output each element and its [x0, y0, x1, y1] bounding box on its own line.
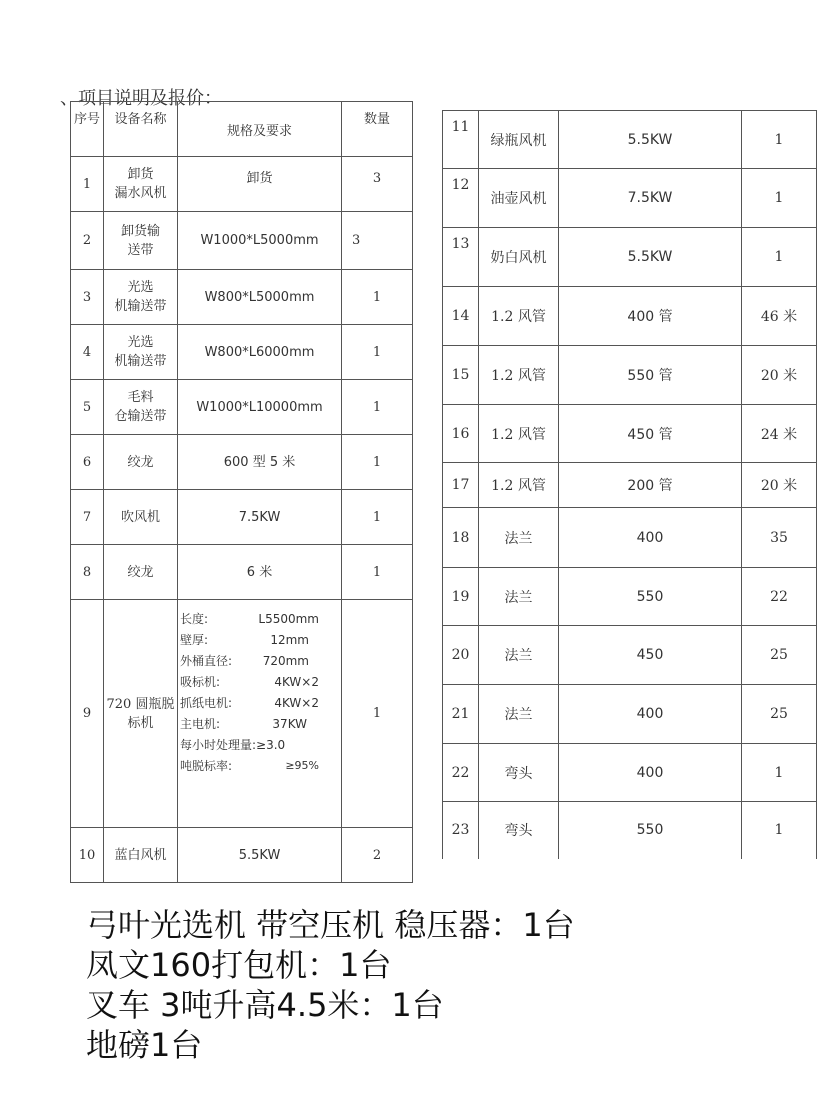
note-line: 凤文160打包机：1台	[86, 946, 392, 984]
row-spec: 400	[559, 685, 742, 744]
row-no: 7	[71, 490, 104, 545]
row-qty: 1	[742, 228, 817, 287]
row-name: 720 圆瓶脱标机	[104, 600, 178, 828]
row-spec: 450	[559, 626, 742, 685]
row-spec: 400	[559, 508, 742, 568]
table-row	[71, 380, 413, 435]
spec-value: 37KW	[272, 716, 307, 731]
row-name: 弯头	[479, 802, 559, 859]
row-no: 14	[443, 287, 479, 346]
table-row	[443, 568, 817, 626]
spec-line	[180, 650, 339, 671]
row-name: 1.2 风管	[479, 463, 559, 508]
row-no: 18	[443, 508, 479, 568]
row-spec: W800*L5000mm	[178, 270, 342, 325]
row-spec: 5.5KW	[178, 828, 342, 883]
spec-value: 4KW×2	[274, 695, 319, 710]
spec-line	[180, 671, 339, 692]
table-row	[71, 600, 413, 828]
spec-line	[180, 755, 339, 776]
table-row	[443, 685, 817, 744]
row-spec: W1000*L5000mm	[178, 212, 342, 270]
spec-key: 主电机:	[180, 716, 221, 731]
row-spec: 卸货	[178, 157, 342, 212]
row-name: 弯头	[479, 744, 559, 802]
row-name: 奶白风机	[479, 228, 559, 287]
row-name: 1.2 风管	[479, 346, 559, 405]
row-name: 绿瓶风机	[479, 111, 559, 169]
row-spec: 450 管	[559, 405, 742, 463]
row-no: 19	[443, 568, 479, 626]
row-no: 12	[443, 169, 479, 228]
spec-line	[180, 608, 339, 629]
note-line: 叉车 3吨升高4.5米：1台	[86, 986, 444, 1024]
spec-key: 壁厚:	[180, 632, 209, 647]
table-row	[443, 802, 817, 859]
row-name: 绞龙	[104, 545, 178, 600]
row-spec: 6 米	[178, 545, 342, 600]
spec-value: ≥3.0	[256, 737, 286, 752]
row-spec: 600 型 5 米	[178, 435, 342, 490]
row-no: 23	[443, 802, 479, 859]
row-no: 21	[443, 685, 479, 744]
spec-value: 12mm	[270, 632, 309, 647]
row-name: 绞龙	[104, 435, 178, 490]
row-spec: 400	[559, 744, 742, 802]
row-qty: 1	[742, 111, 817, 169]
table-row	[443, 346, 817, 405]
row-spec: 5.5KW	[559, 111, 742, 169]
table-row	[443, 111, 817, 169]
row-qty: 1	[742, 802, 817, 859]
spec-key: 长度:	[180, 611, 209, 626]
row-qty: 1	[342, 270, 413, 325]
row-qty: 1	[342, 490, 413, 545]
table-row	[71, 490, 413, 545]
table-row	[443, 463, 817, 508]
row-qty: 1	[342, 380, 413, 435]
row-name: 光选 机输送带	[104, 270, 178, 325]
table-row	[443, 744, 817, 802]
row-no: 10	[71, 828, 104, 883]
header-qty: 数量	[342, 102, 413, 157]
header-spec: 规格及要求	[178, 102, 342, 157]
row-qty: 20 米	[742, 346, 817, 405]
table-row	[71, 157, 413, 212]
table-row	[443, 626, 817, 685]
row-qty: 35	[742, 508, 817, 568]
section-heading-text: 、项目说明及报价：	[60, 88, 222, 109]
table-row	[443, 405, 817, 463]
row-spec: 7.5KW	[559, 169, 742, 228]
row-qty: 20 米	[742, 463, 817, 508]
row-name: 1.2 风管	[479, 405, 559, 463]
row-no: 9	[71, 600, 104, 828]
header-no: 序号	[71, 102, 104, 157]
row-spec: 5.5KW	[559, 228, 742, 287]
row-qty: 46 米	[742, 287, 817, 346]
row-no: 1	[71, 157, 104, 212]
spec-value: L5500mm	[258, 611, 319, 626]
row-no: 3	[71, 270, 104, 325]
row-spec: W1000*L10000mm	[178, 380, 342, 435]
row-no: 2	[71, 212, 104, 270]
row-spec: 200 管	[559, 463, 742, 508]
spec-value: ≥95%	[285, 758, 319, 772]
row-no: 5	[71, 380, 104, 435]
row-spec: 550	[559, 802, 742, 859]
spec-key: 吨脱标率:	[180, 758, 233, 773]
row-name: 毛料 仓输送带	[104, 380, 178, 435]
row-qty: 1	[342, 600, 413, 828]
row-no: 16	[443, 405, 479, 463]
spec-line	[180, 734, 339, 755]
note-line: 弓叶光选机 带空压机 稳压器：1台	[86, 906, 575, 944]
table-row	[443, 287, 817, 346]
row-qty: 3	[342, 157, 413, 212]
note-line: 地磅1台	[86, 1026, 203, 1064]
table-row	[443, 508, 817, 568]
section-heading	[60, 78, 360, 109]
row-no: 15	[443, 346, 479, 405]
row-spec: W800*L6000mm	[178, 325, 342, 380]
spec-key: 抓纸电机:	[180, 695, 233, 710]
row-no: 6	[71, 435, 104, 490]
row-no: 17	[443, 463, 479, 508]
row-name: 蓝白风机	[104, 828, 178, 883]
row-qty: 1	[342, 325, 413, 380]
row-qty: 2	[342, 828, 413, 883]
equipment-table-right	[442, 110, 817, 859]
row-qty: 1	[742, 169, 817, 228]
row-no: 13	[443, 228, 479, 287]
row-name: 卸货 漏水风机	[104, 157, 178, 212]
spec-key: 每小时处理量:	[180, 737, 257, 752]
spec-line	[180, 692, 339, 713]
row-no: 8	[71, 545, 104, 600]
table-header-row	[71, 102, 413, 157]
row-name: 光选 机输送带	[104, 325, 178, 380]
row-qty: 3	[342, 212, 413, 270]
spec-value: 4KW×2	[274, 674, 319, 689]
row-name: 法兰	[479, 626, 559, 685]
row-name: 油壶风机	[479, 169, 559, 228]
row-qty: 22	[742, 568, 817, 626]
table-row	[71, 828, 413, 883]
row-spec: 550	[559, 568, 742, 626]
table-row	[71, 212, 413, 270]
table-row	[71, 270, 413, 325]
row-qty: 1	[742, 744, 817, 802]
row-spec-list	[178, 600, 342, 828]
row-spec: 7.5KW	[178, 490, 342, 545]
notes-block	[86, 905, 575, 1065]
header-name: 设备名称	[104, 102, 178, 157]
row-no: 4	[71, 325, 104, 380]
table-row	[71, 545, 413, 600]
spec-key: 吸标机:	[180, 674, 221, 689]
table-row	[443, 169, 817, 228]
row-name: 1.2 风管	[479, 287, 559, 346]
row-name: 法兰	[479, 508, 559, 568]
spec-line	[180, 713, 339, 734]
row-qty: 1	[342, 435, 413, 490]
row-qty: 1	[342, 545, 413, 600]
equipment-table-left	[70, 101, 413, 883]
spec-line	[180, 629, 339, 650]
table-row	[71, 325, 413, 380]
row-no: 20	[443, 626, 479, 685]
row-spec: 550 管	[559, 346, 742, 405]
row-no: 22	[443, 744, 479, 802]
spec-key: 外桶直径:	[180, 653, 233, 668]
row-name: 吹风机	[104, 490, 178, 545]
row-no: 11	[443, 111, 479, 169]
row-qty: 25	[742, 626, 817, 685]
row-qty: 25	[742, 685, 817, 744]
row-qty: 24 米	[742, 405, 817, 463]
spec-value: 720mm	[262, 653, 309, 668]
row-name: 法兰	[479, 568, 559, 626]
row-name: 卸货输 送带	[104, 212, 178, 270]
table-row	[443, 228, 817, 287]
row-spec: 400 管	[559, 287, 742, 346]
table-row	[71, 435, 413, 490]
row-name: 法兰	[479, 685, 559, 744]
